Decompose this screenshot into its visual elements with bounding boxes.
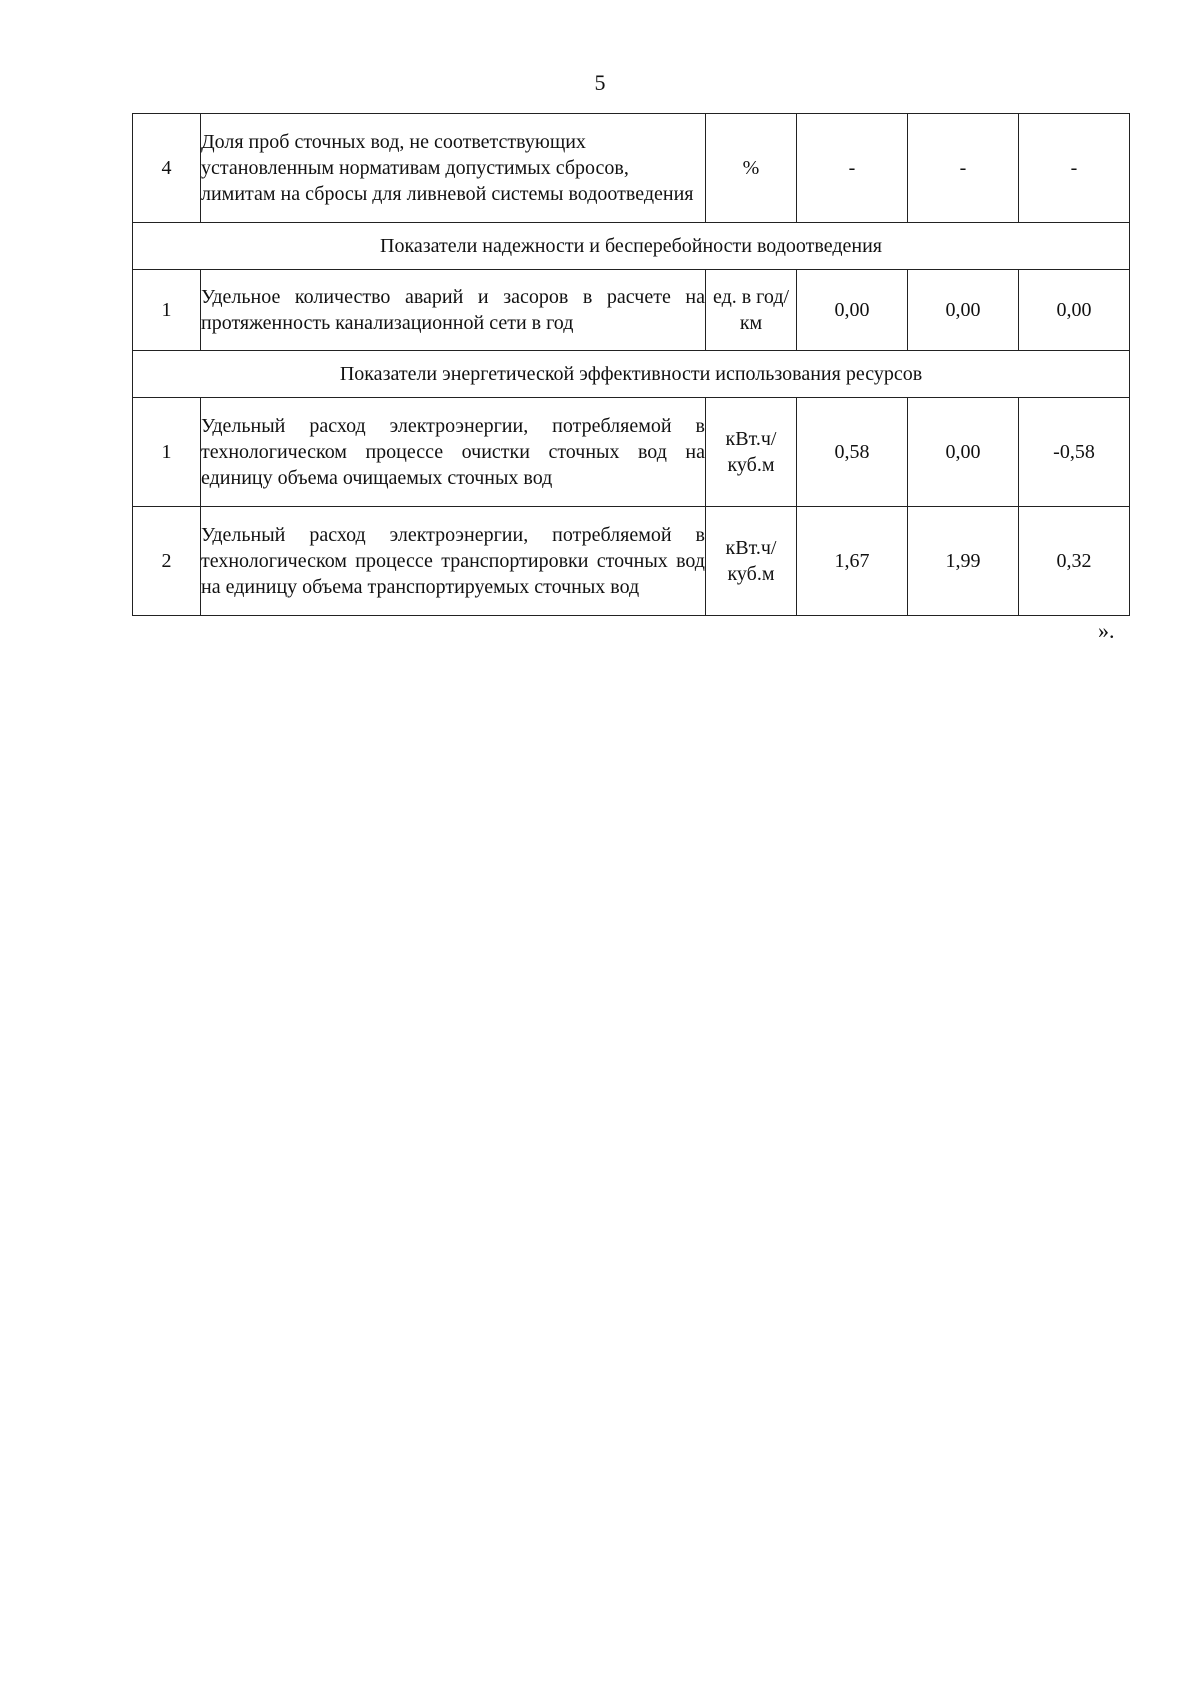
table-row <box>133 114 1130 223</box>
unit-cell: кВт.ч/ куб.м <box>706 398 797 507</box>
value-cell: 0,00 <box>797 270 908 351</box>
unit-cell: ед. в год/ км <box>706 270 797 351</box>
section-title: Показатели энергетической эффективности использования ресурсов <box>133 351 1130 398</box>
row-number: 2 <box>133 507 201 616</box>
section-title: Показатели надежности и бесперебойности водоотведения <box>133 223 1130 270</box>
value-cell: -0,58 <box>1019 398 1130 507</box>
value-cell: 1,99 <box>908 507 1019 616</box>
table-row <box>133 398 1130 507</box>
row-number: 1 <box>133 398 201 507</box>
page-number: 5 <box>594 70 606 95</box>
row-number: 1 <box>133 270 201 351</box>
value-cell: 0,00 <box>908 270 1019 351</box>
indicators-table <box>132 113 1130 616</box>
table-row <box>133 270 1130 351</box>
indicator-description: Удельное количество аварий и засоров в расчете на протяженность канализационной сети в год <box>201 270 706 351</box>
value-cell: 1,67 <box>797 507 908 616</box>
indicator-description: Доля проб сточных вод, не соответствующих установленным нормативам допустимых сбросов, лимитам на сбросы для ливневой системы водоотведения <box>201 114 706 223</box>
value-cell: 0,58 <box>797 398 908 507</box>
indicator-description: Удельный расход электроэнергии, потребляемой в технологическом процессе транспортировки сточных вод на единицу объема транспортируемых сточных вод <box>201 507 706 616</box>
unit-cell: кВт.ч/ куб.м <box>706 507 797 616</box>
section-row <box>133 223 1130 270</box>
value-cell: 0,32 <box>1019 507 1130 616</box>
value-cell: - <box>1019 114 1130 223</box>
value-cell: 0,00 <box>908 398 1019 507</box>
section-row <box>133 351 1130 398</box>
indicator-description: Удельный расход электроэнергии, потребляемой в технологическом процессе очистки сточных вод на единицу объема очищаемых сточных вод <box>201 398 706 507</box>
row-number: 4 <box>133 114 201 223</box>
table-row <box>133 507 1130 616</box>
closing-quote: ». <box>1098 618 1115 643</box>
unit-cell: % <box>706 114 797 223</box>
value-cell: - <box>908 114 1019 223</box>
value-cell: - <box>797 114 908 223</box>
value-cell: 0,00 <box>1019 270 1130 351</box>
